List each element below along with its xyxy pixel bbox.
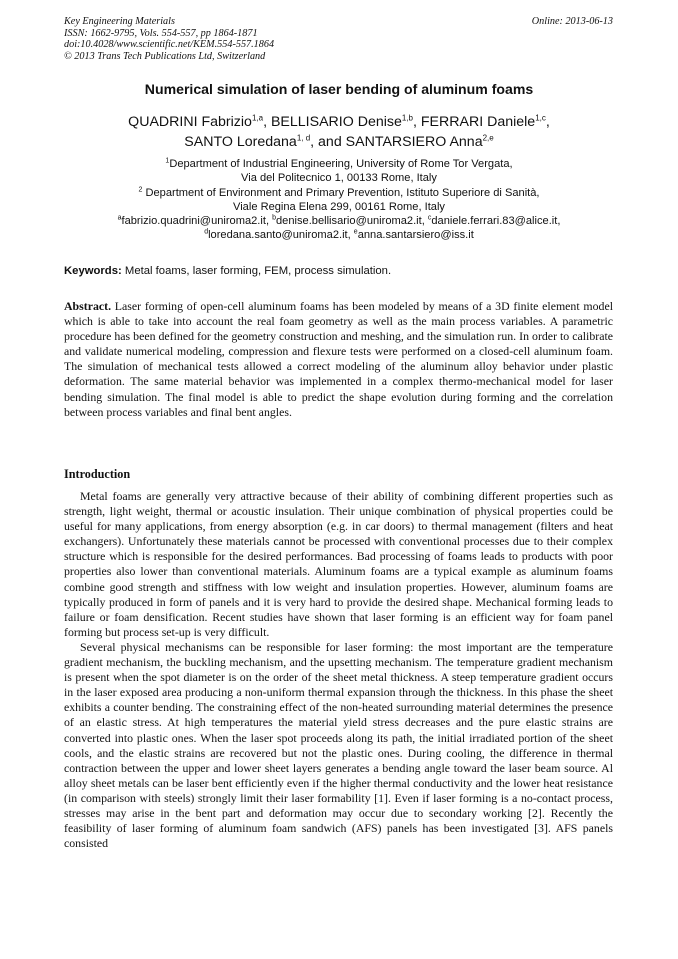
keywords-label: Keywords:	[64, 265, 122, 277]
section-heading-introduction: Introduction	[64, 467, 131, 481]
abstract-text: Laser forming of open-cell aluminum foams has been modeled by means of a 3D finite element model which is able to take into account the real foam geometry as well as the main process variables. A parametric procedure has been defined for the geometry construction and meshing, and the simulation run. In order to calibrate and validate numerical modeling, compression and flexure tests were performed on a closed-cell aluminum foam. The simulation of mechanical tests allowed a correct modeling of the aluminum alloy behavior under plastic deformation. The same material behavior was implemented in a complex thermo-mechanical model for laser bending simulation. The final model is able to predict the shape evolution during forming and the correlation between process variables and final bent angles.	[64, 299, 613, 419]
author-name: SANTARSIERO Anna	[345, 134, 483, 150]
email-sup: e	[353, 228, 358, 236]
keywords-text: Metal foams, laser forming, FEM, process simulation.	[121, 265, 392, 277]
abstract	[64, 299, 613, 420]
affiliation-text: Department of Environment and Primary Prevention, Istituto Superiore di Sanità,	[142, 186, 540, 199]
author-name: FERRARI Daniele	[420, 114, 536, 130]
affiliation-text: Department of Industrial Engineering, University of Rome Tor Vergata,	[169, 158, 513, 170]
author-list: QUADRINI Fabrizio$^{1,a}$, BELLISARIO Denise$^{1,b}$, FERRARI Daniele$^{1,c}$, SANTO Loredana$^{1, d}$, and SANTARSIERO Anna$^{2,e}$	[128, 113, 550, 150]
author-sup: 1, d	[296, 133, 311, 143]
author-sup: 1,a	[251, 113, 264, 123]
author-sup: 2,e	[482, 133, 494, 143]
author-name: BELLISARIO Denise	[270, 114, 402, 130]
paper-title: Numerical simulation of laser bending of aluminum foams	[144, 81, 534, 97]
paragraph: Several physical mechanisms can be responsible for laser forming: the most important are the temperature gradient mechanism, the buckling mechanism, and the upsetting mechanism. The temperature gradient mechanism is present when the spot diameter is on the order of the sheet metal thickness. A steep temperature gradient occurs in the laser exposed area producing a non-uniform thermal expansion through the thickness. In this phase the sheet exhibits a counter bending. The constraining effect of the non-heated surrounding material determines the presence of an elastic stress. At high temperatures the material yield stress decreases and the pure elastic strains are converted into plastic ones. When the laser spot proceeds along its path, the initial irradiated portion of the sheet cools, and the elastic strains are recovered but not the plastic ones. During cooling, the difference in thermal contraction between the upper and lower sheet layers generates a bending angle toward the laser beam source. Al alloy sheet metals can be laser bent efficiently even if the higher thermal conductivity and the lower heat resistance (in comparison with steels) strongly limit their laser formability [1]. Even if laser forming is a no-contact process, stresses may arise in the bent part and deformation may occur due to secondary working [2]. Recently the feasibility of laser forming of aluminum foam sandwich (AFS) panels has been investigated [3]. AFS panels consisted	[64, 639, 613, 851]
email-link[interactable]: anna.santarsiero@iss.it	[357, 229, 474, 242]
abstract-label: Abstract.	[64, 299, 112, 313]
affiliation-2-line-2: Viale Regina Elena 299, 00161 Rome, Italy	[233, 200, 445, 213]
email-link[interactable]: denise.bellisario@uniroma2.it,	[276, 215, 428, 228]
author-name: QUADRINI Fabrizio	[128, 114, 252, 130]
email-link[interactable]: daniele.ferrari.83@alice.it,	[431, 215, 561, 228]
affiliation-1-line-1	[40, 157, 638, 171]
author-separator: , and	[310, 134, 346, 150]
paragraph: Metal foams are generally very attractive because of their ability of combining different properties such as strength, light weight, thermal or acoustic insulation. Their unique combination of physical properties could be useful for many applications, from energy absorption (e.g. in car doors) to thermal management (filters and heat exchangers). Unfortunately these materials cannot be processed with conventional processes due to their complex structure which is responsible for the desired performances. Bad processing of foams leads to products with poor properties also lower than conventional materials. Aluminum foams are a typical example as aluminum foams combine good strength and stiffness with low weight and insulation properties. However, aluminum foams are typically produced in form of panels and it is very hard to provide the desired shape. Mechanical forming leads to failure or foam densification. Recent studies have shown that laser forming is an efficient way for foam panel forming but process set-up is very difficult.	[64, 489, 613, 639]
keywords	[64, 265, 391, 277]
author-sup: 1,b	[401, 113, 413, 123]
email-sup: a	[117, 214, 122, 222]
affiliation-sup: 1	[165, 157, 170, 165]
email-link[interactable]: loredana.santo@uniroma2.it,	[208, 229, 354, 242]
affiliation-2-line-1	[40, 186, 638, 200]
author-name: SANTO Loredana	[184, 134, 297, 150]
email-sup: c	[427, 214, 432, 222]
email-line-1	[40, 214, 638, 228]
email-link[interactable]: fabrizio.quadrini@uniroma2.it,	[121, 215, 273, 228]
affiliation-sup: 2	[138, 185, 143, 193]
introduction-body	[64, 489, 613, 851]
email-line-2	[40, 228, 638, 242]
online-date: Online: 2013-06-13	[531, 16, 613, 27]
email-sup: d	[204, 228, 209, 236]
affiliation-1-line-2: Via del Politecnico 1, 00133 Rome, Italy	[241, 172, 437, 185]
email-sup: b	[272, 214, 277, 222]
affiliations	[40, 157, 638, 243]
author-sup: 1,c	[535, 113, 546, 123]
journal-header: Key Engineering Materials ISSN: 1662-9795, Vols. 554-557, pp 1864-1871 doi:10.4028/www.scientific.net/KEM.554-557.1864 © 2013 Trans Tech Publications Ltd, Switzerland	[64, 16, 275, 62]
